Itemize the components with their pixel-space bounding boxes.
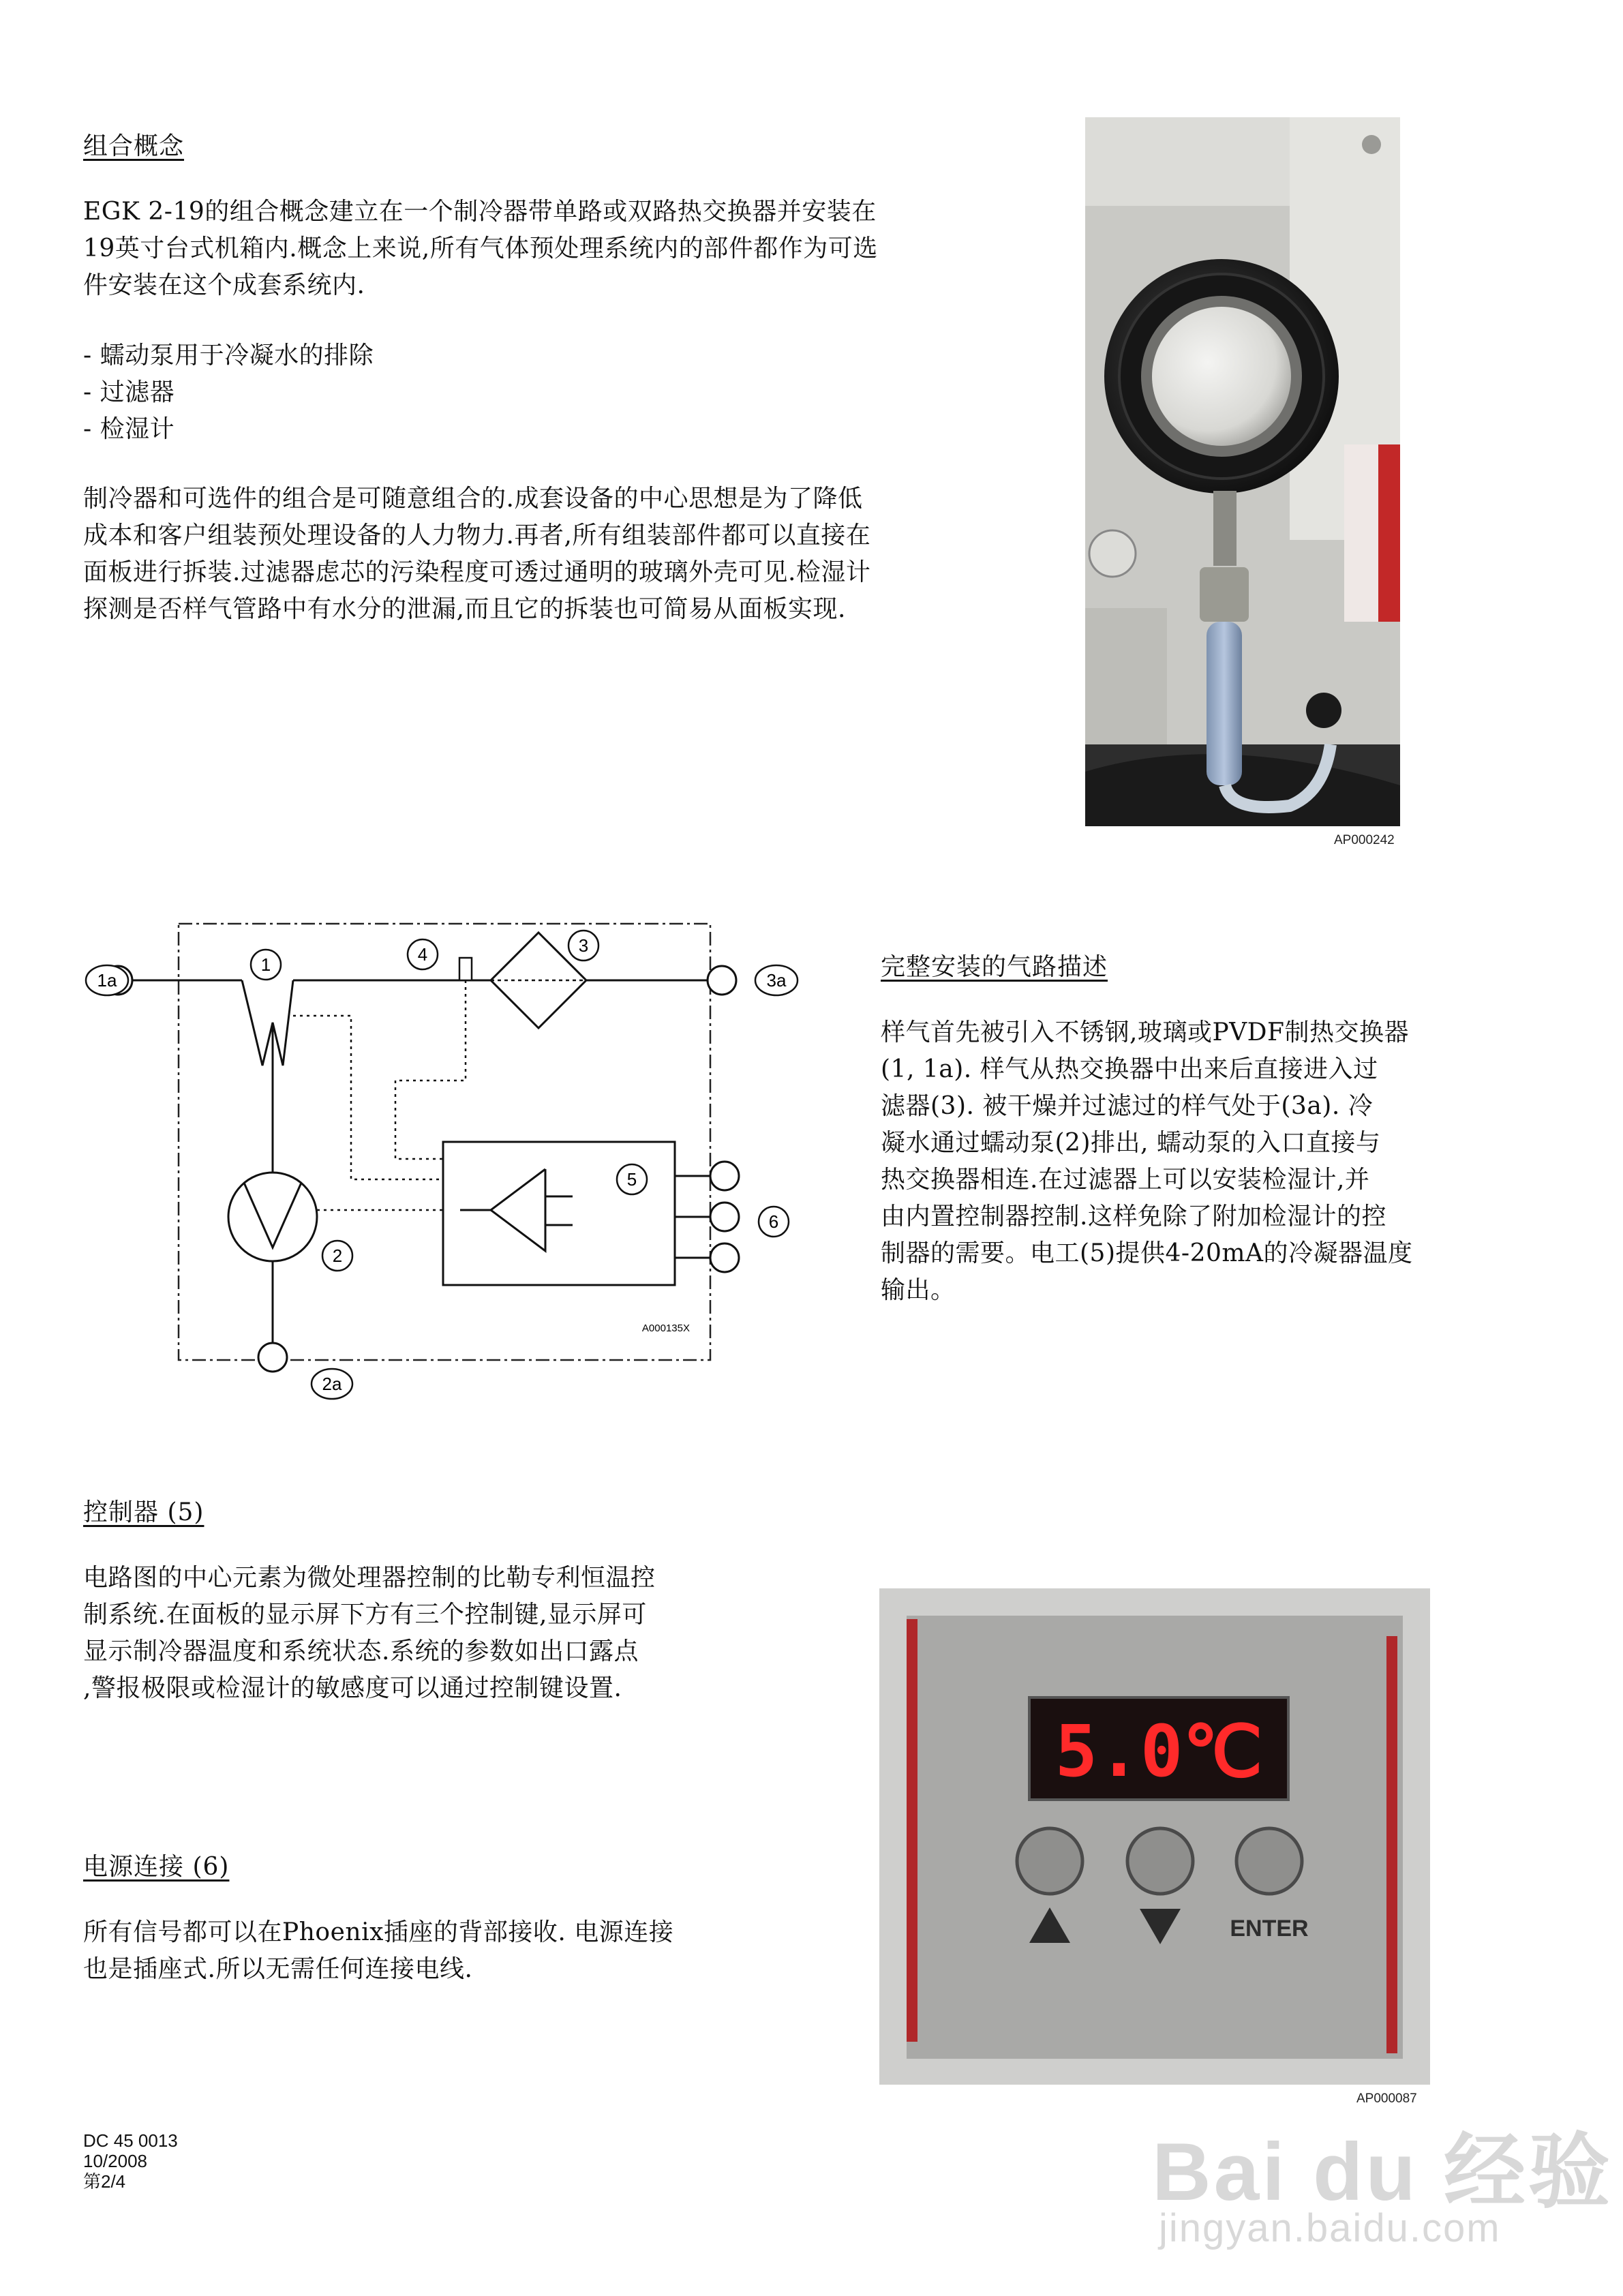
terminal-connector xyxy=(710,1243,739,1272)
text-line: 探测是否样气管路中有水分的泄漏,而且它的拆装也可简易从面板实现. xyxy=(83,595,846,623)
label-3a: 3a xyxy=(766,970,787,991)
signal-line-exchanger xyxy=(293,1016,443,1179)
panel-stripe-left xyxy=(907,1619,917,2042)
terminal-connector xyxy=(710,1203,739,1231)
panel-caption: AP000087 xyxy=(1356,2091,1417,2106)
moisture-detector-illustration xyxy=(1085,117,1400,826)
controller-box xyxy=(443,1142,675,1285)
list-item: - 蠕动泵用于冷凝水的排除 xyxy=(83,342,374,369)
controller-paragraph xyxy=(83,1560,656,1707)
diagram-right-label-6 xyxy=(753,1201,794,1242)
doc-number: DC 45 0013 xyxy=(83,2130,178,2151)
section-heading-controller: 控制器 (5) xyxy=(83,1498,204,1526)
watermark-url: jingyan.baidu.com xyxy=(1159,2206,1501,2250)
doc-date: 10/2008 xyxy=(83,2151,147,2171)
gas-path-diagram xyxy=(68,907,750,1411)
text-line: 凝水通过蠕动泵(2)排出, 蠕动泵的入口直接与 xyxy=(881,1129,1381,1157)
label-1: 1 xyxy=(260,954,271,975)
signal-line-detector xyxy=(395,980,466,1159)
text-line: 滤器(3). 被干燥并过滤过的样气处于(3a). 冷 xyxy=(881,1092,1374,1120)
enter-label: ENTER xyxy=(1230,1916,1309,1942)
text-line: 也是插座式.所以无需任何连接电线. xyxy=(83,1955,473,1983)
moisture-detector-symbol xyxy=(459,958,472,980)
text-line: 电路图的中心元素为微处理器控制的比勒专利恒温控 xyxy=(83,1564,656,1592)
list-item: - 检湿计 xyxy=(83,415,175,443)
label-5: 5 xyxy=(626,1169,637,1190)
up-button[interactable] xyxy=(1017,1828,1082,1894)
list-item: - 过滤器 xyxy=(83,378,175,406)
down-button[interactable] xyxy=(1127,1828,1193,1894)
label-3: 3 xyxy=(578,935,589,956)
text-line: 所有信号都可以在Phoenix插座的背部接收. 电源连接 xyxy=(83,1918,674,1946)
baidu-logo-watermark: Bai du 经验 xyxy=(1152,2126,1613,2218)
section-heading-concept: 组合概念 xyxy=(83,132,185,160)
text-line: 样气首先被引入不锈钢,玻璃或PVDF制热交换器 xyxy=(881,1018,1410,1046)
section-heading-power: 电源连接 (6) xyxy=(83,1853,230,1881)
gas-path-paragraph xyxy=(881,1014,1413,1309)
drain-port xyxy=(258,1343,287,1372)
label-2a: 2a xyxy=(322,1374,342,1394)
gas-path-schematic xyxy=(68,907,750,1411)
text-line: 面板进行拆装.过滤器虑芯的污染程度可透过通明的玻璃外壳可见.检湿计 xyxy=(83,558,871,586)
moisture-detector-photo xyxy=(1085,117,1400,826)
control-panel-illustration xyxy=(879,1588,1430,2085)
text-line: 19英寸台式机箱内.概念上来说,所有气体预处理系统内的部件都作为可选 xyxy=(83,235,878,262)
page-number: 第2/4 xyxy=(83,2171,126,2192)
text-line: ,警报极限或检湿计的敏感度可以通过控制键设置. xyxy=(83,1674,622,1702)
text-line: (1, 1a). 样气从热交换器中出来后直接进入过 xyxy=(881,1055,1378,1083)
text-line: 热交换器相连.在过滤器上可以安装检湿计,并 xyxy=(881,1166,1370,1194)
text-line: 制器的需要。电工(5)提供4-20mA的冷凝器温度 xyxy=(881,1239,1413,1267)
diagram-right-label-3a xyxy=(751,958,799,1019)
photo-caption: AP000242 xyxy=(1334,833,1395,847)
section-heading-gas-path: 完整安装的气路描述 xyxy=(881,953,1108,981)
label-4: 4 xyxy=(417,944,428,965)
temperature-readout: 5.0℃ xyxy=(1055,1710,1263,1793)
text-line: 件安装在这个成套系统内. xyxy=(83,271,365,299)
terminal-connector xyxy=(710,1162,739,1190)
outlet-port xyxy=(708,966,736,995)
enter-button[interactable] xyxy=(1237,1828,1302,1894)
text-line: 制冷器和可选件的组合是可随意组合的.成套设备的中心思想是为了降低 xyxy=(83,485,863,513)
text-line: 显示制冷器温度和系统状态.系统的参数如出口露点 xyxy=(83,1637,639,1665)
control-panel-photo xyxy=(879,1588,1430,2085)
panel-stripe-right xyxy=(1386,1636,1397,2053)
power-paragraph xyxy=(83,1914,673,1988)
footer xyxy=(83,2130,178,2192)
text-line: 制系统.在面板的显示屏下方有三个控制键,显示屏可 xyxy=(83,1601,647,1629)
label-6: 6 xyxy=(768,1211,779,1232)
label-2: 2 xyxy=(332,1245,343,1266)
text-line: 输出。 xyxy=(881,1276,956,1304)
diagram-code: A000135X xyxy=(641,1323,690,1334)
combination-paragraph xyxy=(83,481,870,628)
concept-paragraph xyxy=(83,194,878,304)
heat-exchanger-symbol xyxy=(242,980,293,1066)
text-line: 由内置控制器控制.这样免除了附加检湿计的控 xyxy=(881,1203,1386,1230)
text-line: 成本和客户组装预处理设备的人力物力.再者,所有组装部件都可以直接在 xyxy=(83,522,871,549)
label-1a: 1a xyxy=(97,970,117,991)
text-line: EGK 2-19的组合概念建立在一个制冷器带单路或双路热交换器并安装在 xyxy=(83,198,877,226)
options-list xyxy=(83,337,374,448)
